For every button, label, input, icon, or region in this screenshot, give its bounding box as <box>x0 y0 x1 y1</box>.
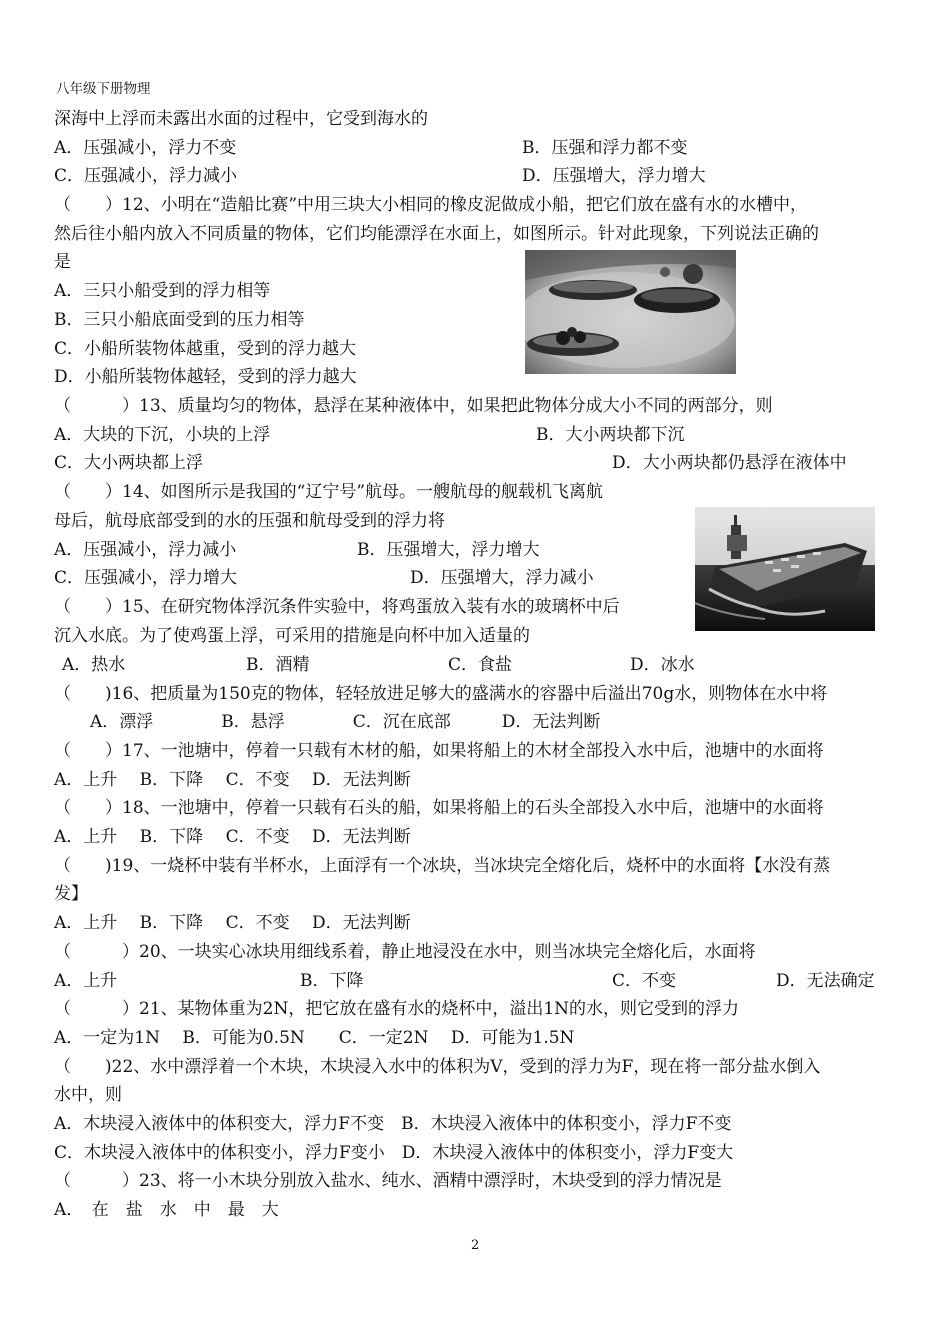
q12-stem-line1: （ ）12、小明在“造船比赛”中用三块大小相同的橡皮泥做成小船，把它们放在盛有水的水槽中， <box>54 195 808 215</box>
q18-options: A．上升 B．下降 C．不变 D．无法判断 <box>54 827 411 847</box>
q17-stem: （ ）17、一池塘中，停着一只载有木材的船，如果将船上的木材全部投入水中后，池塘中的水面将 <box>54 741 824 761</box>
q20-option-c: C．不变 <box>612 971 677 991</box>
q13-option-b: B．大小两块都下沉 <box>536 425 685 445</box>
q15-option-c: C．食盐 <box>448 655 513 675</box>
q13-option-c: C．大小两块都上浮 <box>54 453 204 473</box>
q20-option-d: D．无法确定 <box>776 971 875 991</box>
q19-options: A．上升 B．下降 C．不变 D．无法判断 <box>54 913 411 933</box>
q13-stem: （ ）13、质量均匀的物体，悬浮在某种液体中，如果把此物体分成大小不同的两部分，则 <box>54 396 773 416</box>
q16-options: A．漂浮 B．悬浮 C．沉在底部 D．无法判断 <box>90 712 601 732</box>
q12-stem-line2: 然后往小船内放入不同质量的物体，它们均能漂浮在水面上，如图所示。针对此现象，下列说法正确的 <box>54 224 819 244</box>
q11-option-d: D．压强增大，浮力增大 <box>522 166 706 186</box>
q12-option-a: A．三只小船受到的浮力相等 <box>54 281 271 301</box>
q13-option-a: A．大块的下沉，小块的上浮 <box>54 425 271 445</box>
q22-options-cd: C．木块浸入液体中的体积变小，浮力F变小 D．木块浸入液体中的体积变小，浮力F变大 <box>54 1143 734 1163</box>
q11-stem: 深海中上浮而未露出水面的过程中，它受到海水的 <box>54 109 428 129</box>
q15-stem-line2: 沉入水底。为了使鸡蛋上浮，可采用的措施是向杯中加入适量的 <box>54 626 530 646</box>
q14-stem-line1: （ ）14、如图所示是我国的“辽宁号”航母。一艘航母的舰载机飞离航 <box>54 482 604 502</box>
q16-stem: （ )16、把质量为150克的物体，轻轻放进足够大的盛满水的容器中后溢出70g水，则物体在水中将 <box>54 684 828 704</box>
q19-stem-line1: （ )19、一烧杯中装有半杯水，上面浮有一个冰块，当冰块完全熔化后，烧杯中的水面将【水没有蒸 <box>54 856 831 876</box>
q13-option-d: D．大小两块都仍悬浮在液体中 <box>612 453 847 473</box>
page-header: 八年级下册物理 <box>56 81 151 97</box>
q18-stem: （ ）18、一池塘中，停着一只载有石头的船，如果将船上的石头全部投入水中后，池塘中的水面将 <box>54 798 824 818</box>
q19-stem-line2: 发】 <box>54 884 88 904</box>
q12-option-b: B．三只小船底面受到的压力相等 <box>54 310 305 330</box>
q11-option-a: A．压强减小，浮力不变 <box>54 138 237 158</box>
q14-option-a: A．压强减小，浮力减小 <box>54 540 237 560</box>
aircraft-carrier-photo <box>695 507 875 631</box>
q23-option-a: A． 在 盐 水 中 最 大 <box>54 1200 279 1220</box>
q22-stem-line1: （ )22、水中漂浮着一个木块，木块浸入水中的体积为V，受到的浮力为F，现在将一部分盐水倒入 <box>54 1057 821 1077</box>
page-number: 2 <box>471 1238 480 1253</box>
q12-option-c: C．小船所装物体越重，受到的浮力越大 <box>54 339 357 359</box>
q12-stem-line3: 是 <box>54 252 71 272</box>
q20-option-b: B．下降 <box>300 971 364 991</box>
q21-stem: （ ）21、某物体重为2N，把它放在盛有水的烧杯中，溢出1N的水，则它受到的浮力 <box>54 999 740 1019</box>
q14-option-c: C．压强减小，浮力增大 <box>54 568 238 588</box>
q20-stem: （ ）20、一块实心冰块用细线系着，静止地浸没在水中，则当冰块完全熔化后，水面将 <box>54 942 756 962</box>
q12-option-d: D．小船所装物体越轻，受到的浮力越大 <box>54 367 357 387</box>
q14-stem-line2: 母后，航母底部受到的水的压强和航母受到的浮力将 <box>54 511 445 531</box>
q11-option-c: C．压强减小，浮力减小 <box>54 166 238 186</box>
q15-stem-line1: （ ）15、在研究物体浮沉条件实验中，将鸡蛋放入装有水的玻璃杯中后 <box>54 597 620 617</box>
q14-option-d: D．压强增大，浮力减小 <box>410 568 594 588</box>
q11-option-b: B．压强和浮力都不变 <box>522 138 688 158</box>
q21-options: A．一定为1N B．可能为0.5N C．一定2N D．可能为1.5N <box>54 1028 575 1048</box>
q15-option-b: B．酒精 <box>246 655 310 675</box>
q17-options: A．上升 B．下降 C．不变 D．无法判断 <box>54 770 411 790</box>
q22-options-ab: A．木块浸入液体中的体积变大，浮力F不变 B．木块浸入液体中的体积变小，浮力F不变 <box>54 1114 732 1134</box>
q15-option-a: A．热水 <box>62 655 126 675</box>
q14-option-b: B．压强增大，浮力增大 <box>357 540 540 560</box>
q22-stem-line2: 水中，则 <box>54 1085 122 1105</box>
q15-option-d: D．冰水 <box>630 655 695 675</box>
q20-option-a: A．上升 <box>54 971 118 991</box>
q23-stem: （ ）23、将一小木块分别放入盐水、纯水、酒精中漂浮时，木块受到的浮力情况是 <box>54 1171 722 1191</box>
clay-boats-photo <box>525 250 736 374</box>
